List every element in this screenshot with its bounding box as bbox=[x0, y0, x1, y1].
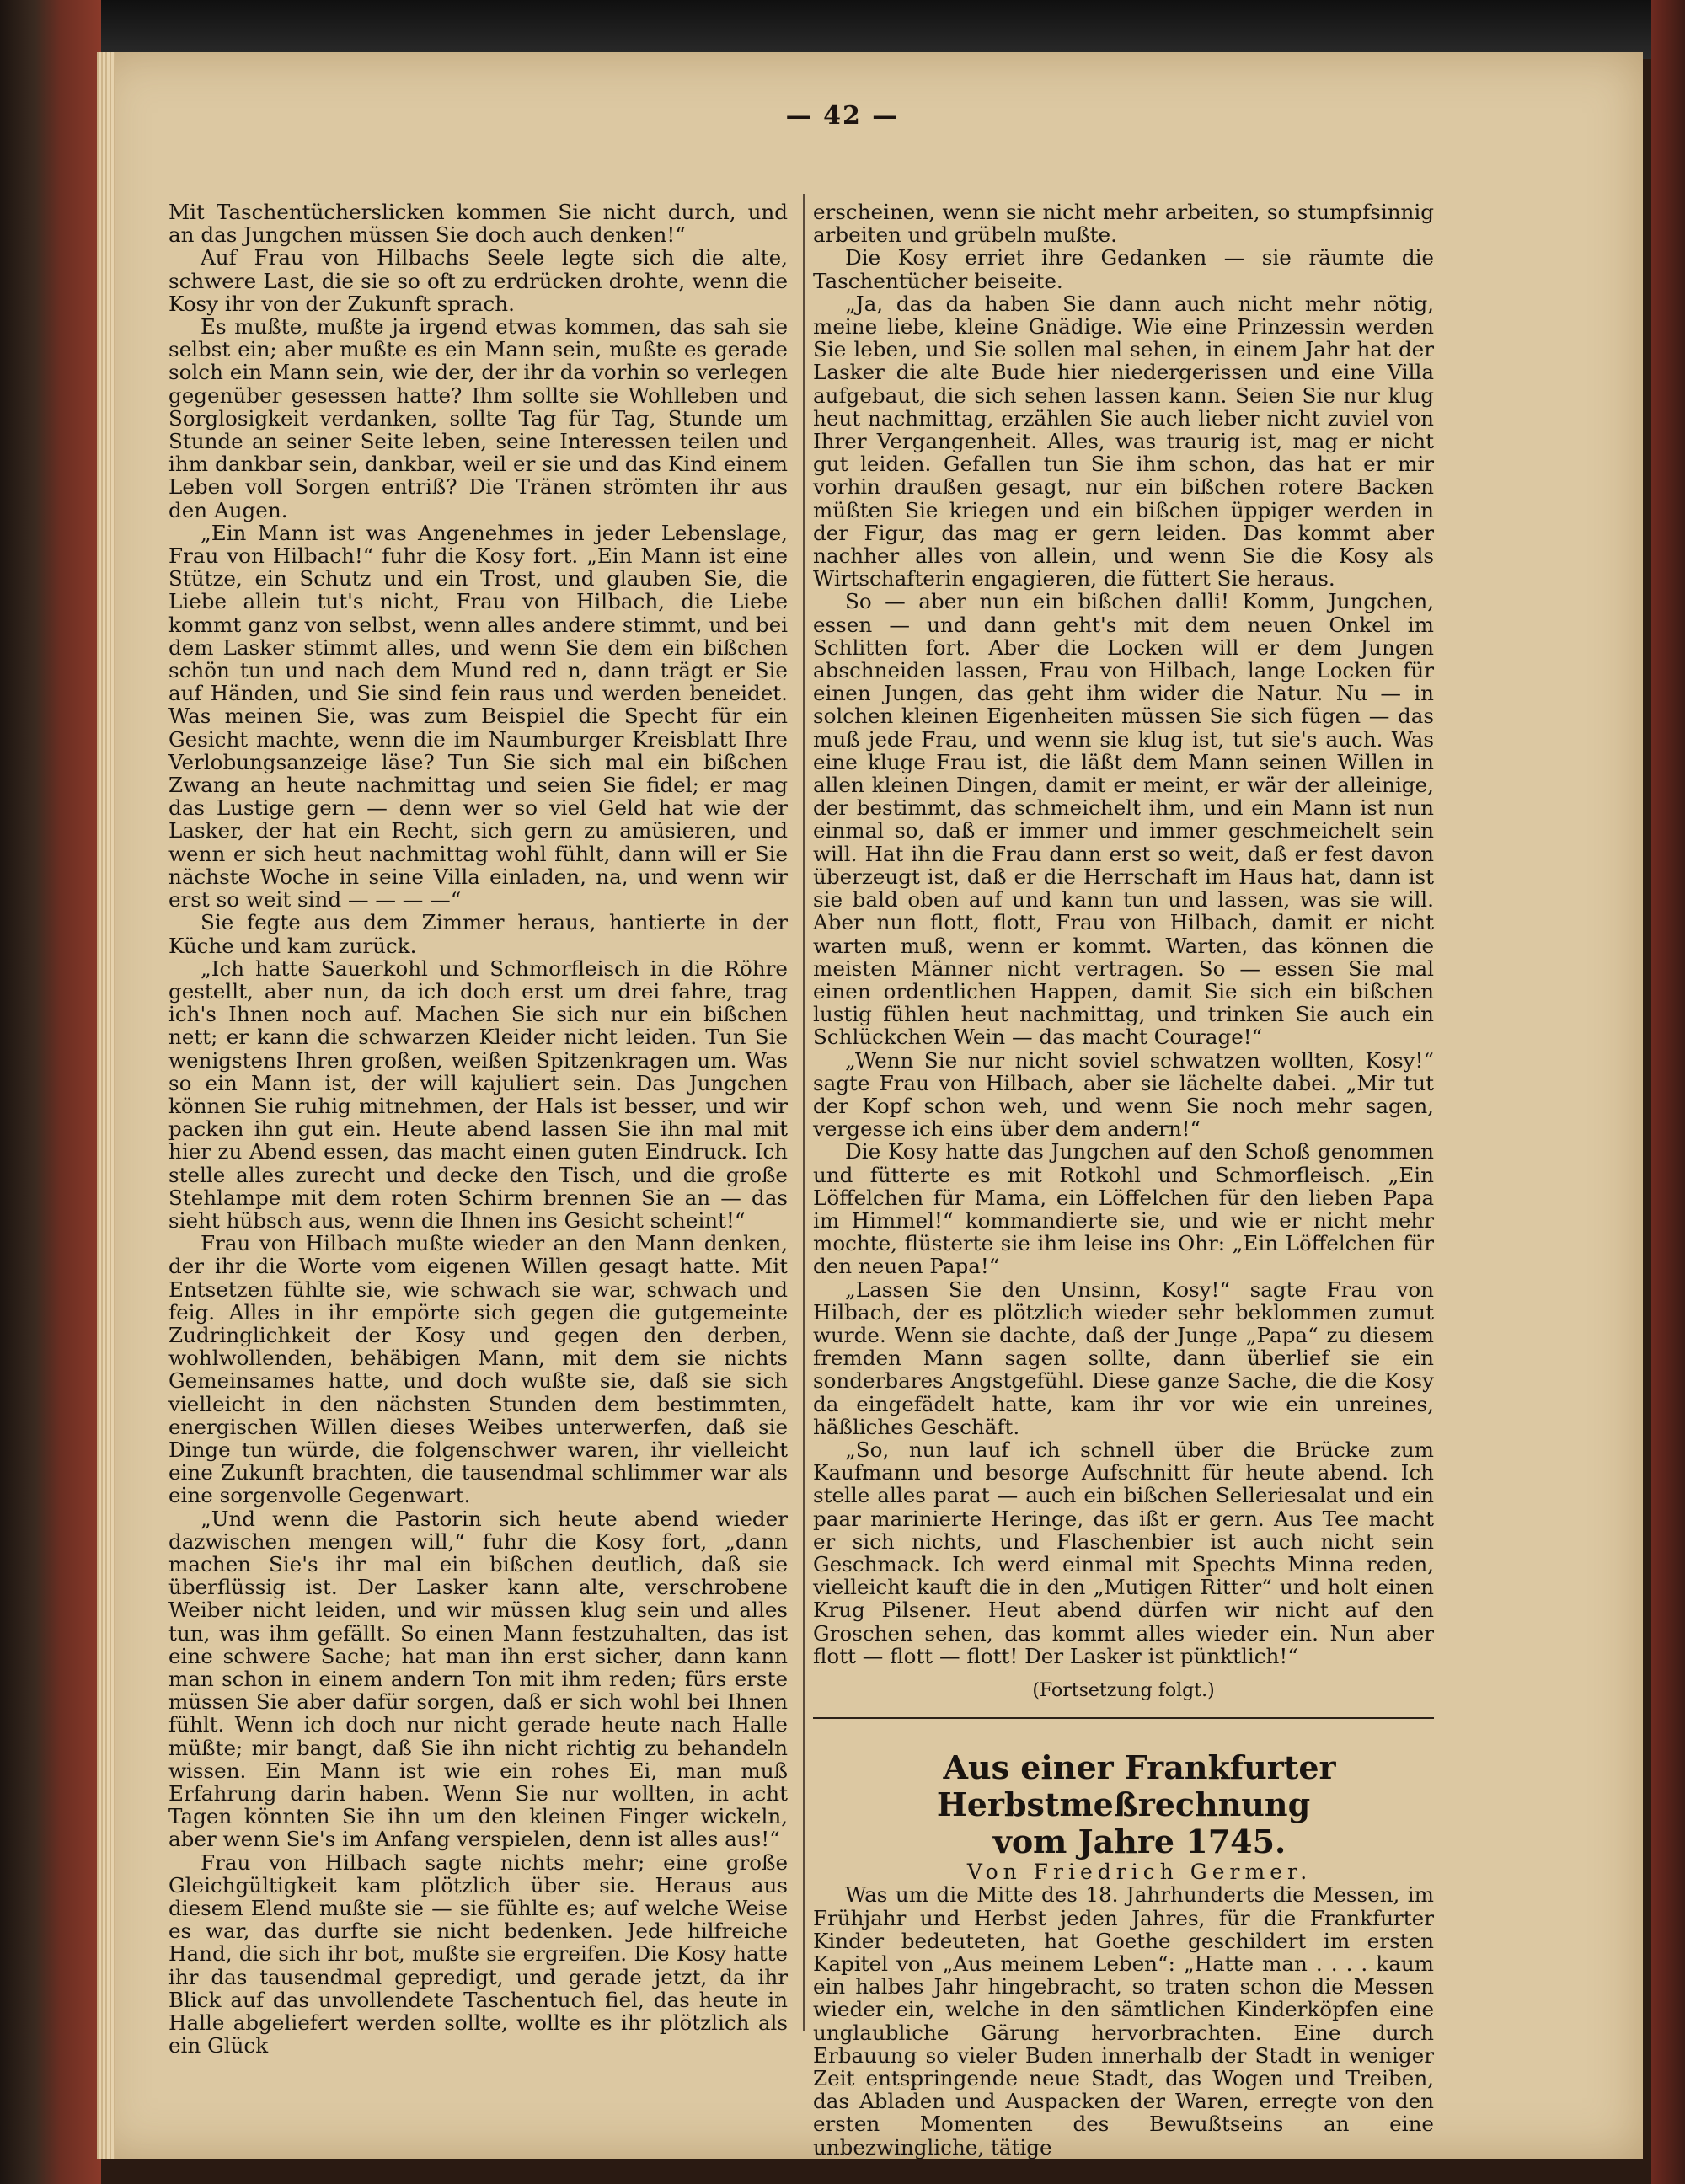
paragraph: „Ich hatte Sauerkohl und Schmorfleisch in die Röhre gestellt, aber nun, da ich doch erst um drei fahre, trag ich's Ihnen noch auf. Machen Sie sich nur ein bißchen nett; er kann die schwarzen Kleider nicht leiden. Tun Sie wenigstens Ihren großen, weißen Spitzenkragen um. Was so ein Mann ist, der will kajuliert sein. Das Jungchen können Sie ruhig mitnehmen, der Hals ist besser, und wir packen ihn gut ein. Heute abend lassen Sie ihn mal mit hier zu Abend essen, das macht einen guten Eindruck. Ich stelle alles zurecht und decke den Tisch, und die große Stehlampe mit dem roten Schirm brennen Sie an — das sieht hübsch aus, wenn die Ihnen ins Gesicht scheint!“ bbox=[168, 956, 788, 1233]
page-stack-edges bbox=[97, 52, 115, 2159]
paragraph: Mit Taschentücherslicken kommen Sie nicht durch, und an das Jungchen müssen Sie doch auch denken!“ bbox=[168, 200, 788, 248]
paragraph: Frau von Hilbach mußte wieder an den Mann denken, der ihr die Worte vom eigenen Willen gesagt hatte. Mit Entsetzen fühlte sie, wie schwach sie war, schwach und feig. Alles in ihr empörte sich gegen die gutgemeinte Zudringlichkeit der Kosy und gegen den derben, wohlwollenden, behäbigen Mann, mit dem sie nichts Gemeinsames hatte, und doch wußte sie, daß sie sich vielleicht in den nächsten Stunden dem bestimmten, energischen Willen dieses Weibes unterwerfen, daß sie Dinge tun würde, die folgenschwer waren, ihr vielleicht eine Zukunft brachten, die tausendmal schlimmer war als eine sorgenvolle Gegenwart. bbox=[168, 1231, 788, 1508]
paragraph: erscheinen, wenn sie nicht mehr arbeiten, so stumpfsinnig arbeiten und grübeln mußte. bbox=[813, 200, 1434, 248]
paragraph: „Und wenn die Pastorin sich heute abend wieder dazwischen mengen will,“ fuhr die Kosy fort, „dann machen Sie's ihr mal ein bißchen deutlich, daß sie überflüssig ist. Der Lasker kann alte, verschrobene Weiber nicht leiden, und wir müssen klug sein und alles tun, was ihm gefällt. So einen Mann festzuhalten, das ist eine schwere Sache; hat man ihn erst sicher, dann kann man schon in einem andern Ton mit ihm reden; fürs erste müssen Sie aber dafür sorgen, daß er sich wohl bei Ihnen fühlt. Wenn ich doch nur nicht gerade heute nach Halle müßte; mir bangt, daß Sie ihn nicht richtig zu behandeln wissen. Ein Mann ist wie ein rohes Ei, man muß Erfahrung darin haben. Wenn Sie nur wollten, in acht Tagen könnten Sie ihn um den kleinen Finger wickeln, aber wenn Sie's im Anfang verspielen, denn ist alles aus!“ bbox=[168, 1506, 788, 1852]
book-cover-top bbox=[0, 0, 1685, 59]
right-column bbox=[813, 201, 1434, 2159]
article-paragraph: Was um die Mitte des 18. Jahrhunderts die Messen, im Frühjahr und Herbst jeden Jahres, für die Frankfurter Kinder bedeuteten, hat Goethe geschildert im ersten Kapitel von „Aus meinem Leben“: „Hatte man . . . . kaum ein halbes Jahr hingebracht, so traten schon die Messen wieder ein, welche in den sämtlichen Kinderköpfen eine unglaubliche Gärung hervorbrachten. Eine durch Erbauung so vieler Buden innerhalb der Stadt in weniger Zeit entspringende neue Stadt, das Wogen und Treiben, das Abladen und Auspacken der Waren, erregte von den ersten Momenten des Bewußtseins an eine unbezwingliche, tätige bbox=[813, 1882, 1434, 2160]
paragraph: Die Kosy hatte das Jungchen auf den Schoß genommen und fütterte es mit Rotkohl und Schmorfleisch. „Ein Löffelchen für Mama, ein Löffelchen für den lieben Papa im Himmel!“ kommandierte sie, und wie er nicht mehr mochte, flüsterte sie ihm leise ins Ohr: „Ein Löffelchen für den neuen Papa!“ bbox=[813, 1139, 1434, 1279]
continuation-note: (Fortsetzung folgt.) bbox=[1032, 1680, 1215, 1701]
section-separator bbox=[813, 1717, 1434, 1719]
paragraph: „Ein Mann ist was Angenehmes in jeder Lebenslage, Frau von Hilbach!“ fuhr die Kosy fort. „Ein Mann ist eine Stütze, ein Schutz und ein Trost, und glauben Sie, die Liebe allein tut's nicht, Frau von Hilbach, die Liebe kommt ganz von selbst, wenn alles andere stimmt, und bei dem Lasker stimmt alles, und wenn Sie dem ein bißchen schön tun und nach dem Mund red n, dann trägt er Sie auf Händen, und Sie sind fein raus und werden beneidet. Was meinen Sie, was zum Beispiel die Specht für ein Gesicht machte, wenn die im Naumburger Kreisblatt Ihre Verlobungsanzeige läse? Tun Sie sich mal ein bißchen Zwang an heute nachmittag und seien Sie fidel; er mag das Lustige gern — denn wer so viel Geld hat wie der Lasker, der hat ein Recht, sich gern zu amüsieren, und wenn er sich heut nachmittag wohl fühlt, dann will er Sie nächste Woche in seine Villa einladen, na, und wenn wir erst so weit sind — — — —“ bbox=[168, 520, 788, 913]
paragraph: „Ja, das da haben Sie dann auch nicht mehr nötig, meine liebe, kleine Gnädige. Wie eine Prinzessin werden Sie leben, und Sie sollen mal sehen, in einem Jahr hat der Lasker die alte Bude hier niedergerissen und eine Villa aufgebaut, die sich sehen lassen kann. Seien Sie nur klug heut nachmittag, erzählen Sie auch lieber nicht zuviel von Ihrer Vergangenheit. Alles, was traurig ist, mag er nicht gut leiden. Gefallen tun Sie ihm schon, das hat er mir vorhin draußen gesagt, nur ein bißchen rotere Backen müßten Sie kriegen und ein bißchen üppiger werden in der Figur, das mag er gern leiden. Das kommt aber nachher alles von allein, und wenn Sie die Kosy als Wirtschafterin engagieren, die füttert Sie heraus. bbox=[813, 291, 1434, 592]
left-column bbox=[168, 201, 788, 2057]
paragraph: Sie fegte aus dem Zimmer heraus, hantierte in der Küche und kam zurück. bbox=[168, 910, 788, 958]
book-binding-edge bbox=[0, 0, 101, 2184]
paragraph: Frau von Hilbach sagte nichts mehr; eine große Gleichgültigkeit kam plötzlich über sie. Heraus aus diesem Elend mußte sie — sie fühlte es; auf welche Weise es war, das durfte sie nicht bedenken. Jede hilfreiche Hand, die sich ihr bot, mußte sie ergreifen. Die Kosy hatte ihr das tausendmal gepredigt, und gerade jetzt, da ihr Blick auf das unvollendete Taschentuch fiel, das heute in Halle abgeliefert werden sollte, wollte es ihr plötzlich als ein Glück bbox=[168, 1849, 788, 2058]
article-author: Von Friedrich Germer. bbox=[966, 1860, 1313, 1885]
paragraph: So — aber nun ein bißchen dalli! Komm, Jungchen, essen — und dann geht's mit dem neuen Onkel im Schlitten fort. Aber die Locken will er dem Jungen abschneiden lassen, Frau von Hilbach, lange Locken für einen Jungen, das geht ihm wider die Natur. Nu — in solchen kleinen Eigenheiten müssen Sie sich fügen — das muß jede Frau, und wenn sie klug ist, tut sie's auch. Was eine kluge Frau ist, die läßt dem Mann seinen Willen in allen kleinen Dingen, damit er meint, er wär der alleinige, der bestimmt, das schmeichelt ihm, und ein Mann ist nun einmal so, daß er immer und immer geschmeichelt sein will. Hat ihn die Frau dann erst so weit, daß er fest davon überzeugt ist, daß er die Herrschaft im Haus hat, dann ist sie bald oben auf und kann tun und lassen, was sie will. Aber nun flott, flott, Frau von Hilbach, damit er nicht warten muß, wenn er kommt. Warten, das können die meisten Männer nicht vertragen. So — essen Sie mal einen ordentlichen Happen, damit Sie sich ein bißchen lustig fühlen heut nachmittag, und trinken Sie auch ein Schlückchen Wein — das macht Courage!“ bbox=[813, 589, 1434, 1050]
paragraph: „Lassen Sie den Unsinn, Kosy!“ sagte Frau von Hilbach, der es plötzlich wieder sehr beklommen zumut wurde. Wenn sie dachte, daß der Junge „Papa“ zu diesem fremden Mann sagen sollte, dann überlief sie ein sonderbares Angstgefühl. Diese ganze Sache, die die Kosy da eingefädelt hatte, kam ihr vor wie ein unreines, häßliches Geschäft. bbox=[813, 1277, 1434, 1439]
page-number: — 42 — bbox=[785, 101, 900, 131]
paragraph: „Wenn Sie nur nicht soviel schwatzen wollten, Kosy!“ sagte Frau von Hilbach, aber sie lächelte dabei. „Mir tut der Kopf schon weh, und wenn Sie noch mehr sagen, vergesse ich eins über dem andern!“ bbox=[813, 1047, 1434, 1142]
column-divider bbox=[803, 194, 805, 2031]
book-cover-right-edge bbox=[1651, 0, 1685, 2184]
article-title-line2: vom Jahre 1745. bbox=[992, 1823, 1286, 1861]
paragraph: Auf Frau von Hilbachs Seele legte sich die alte, schwere Last, die sie so oft zu erdrücken drohte, wenn die Kosy ihr von der Zukunft sprach. bbox=[168, 245, 788, 316]
paragraph: Die Kosy erriet ihre Gedanken — sie räumte die Taschentücher beiseite. bbox=[813, 245, 1434, 293]
paragraph: „So, nun lauf ich schnell über die Brücke zum Kaufmann und besorge Aufschnitt für heute abend. Ich stelle alles parat — auch ein bißchen Selleriesalat und ein paar marinierte Heringe, das ißt er gern. Aus Tee macht er sich nichts, und Flaschenbier ist auch nicht sein Geschmack. Ich werd einmal mit Spechts Minna reden, vielleicht kauft die in den „Mutigen Ritter“ und holt einen Krug Pilsener. Heut abend dürfen wir nicht auf den Groschen sehen, das kommt alles wieder ein. Nun aber flott — flott — flott! Der Lasker ist pünktlich!“ bbox=[813, 1437, 1434, 1668]
paragraph: Es mußte, mußte ja irgend etwas kommen, das sah sie selbst ein; aber mußte es ein Mann sein, mußte es gerade solch ein Mann sein, wie der, der ihr da vorhin so verlegen gegenüber gesessen hatte? Ihm sollte sie Wohlleben und Sorglosigkeit verdanken, sollte Tag für Tag, Stunde um Stunde an seiner Seite leben, seine Interessen teilen und ihm dankbar sein, dankbar, weil er sie und das Kind einem Leben voll Sorgen entriß? Die Tränen strömten ihr aus den Augen. bbox=[168, 314, 788, 522]
article-title-line1: Aus einer Frankfurter Herbstmeßrechnung bbox=[936, 1748, 1336, 1824]
